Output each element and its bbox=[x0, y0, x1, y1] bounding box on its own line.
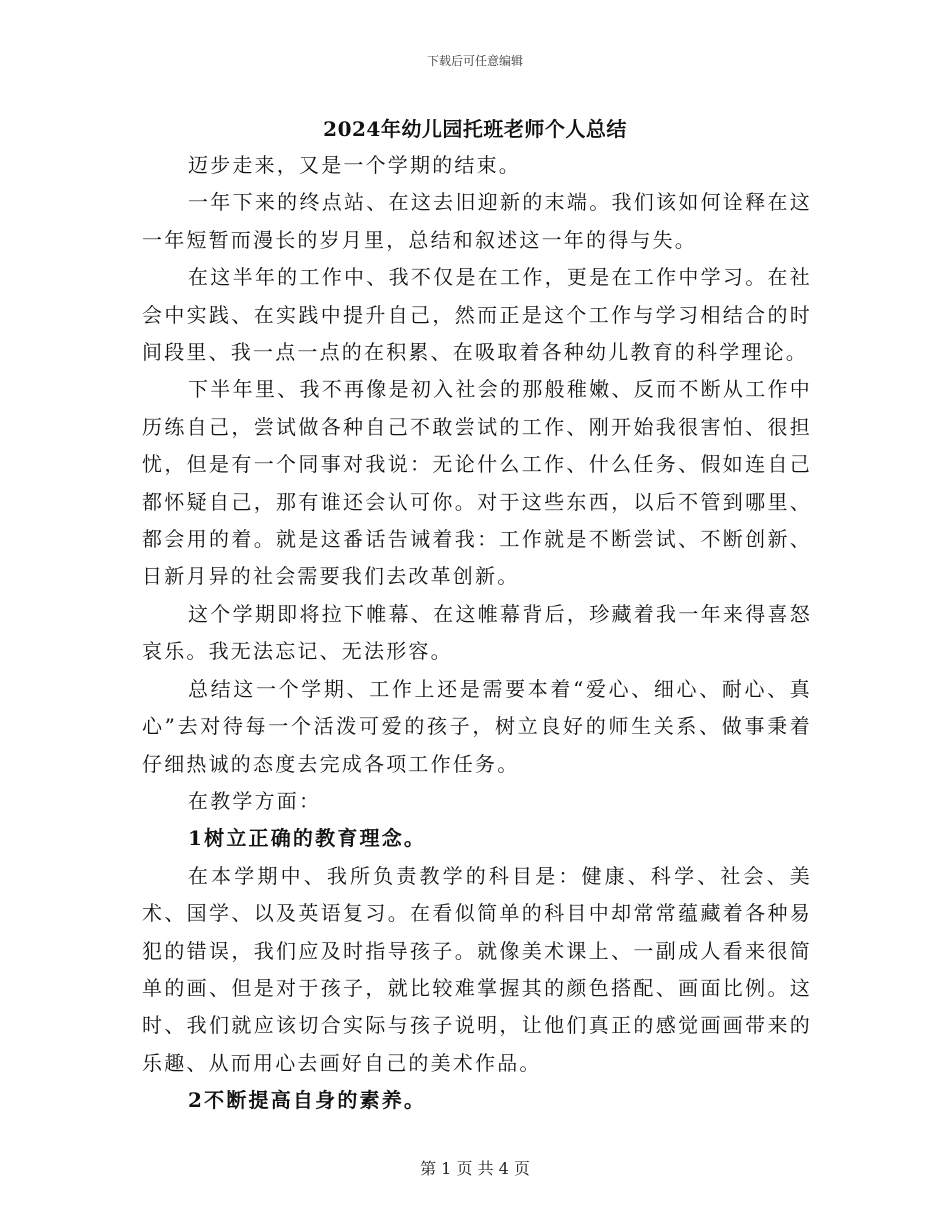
section-heading-1: 1树立正确的教育理念。 bbox=[188, 826, 427, 851]
paragraph-curtain: 这个学期即将拉下帷幕、在这帷幕背后，珍藏着我一年来得喜怒哀乐。我无法忘记、无法形容。 bbox=[142, 601, 812, 664]
document-title: 2024年幼儿园托班老师个人总结 bbox=[323, 117, 627, 141]
section-heading-2: 2不断提高自身的素养。 bbox=[188, 1088, 427, 1113]
document-body bbox=[142, 147, 812, 1120]
paragraph-second-half: 下半年里、我不再像是初入社会的那般稚嫩、反而不断从工作中历练自己，尝试做各种自己不敢尝试的工作、刚开始我很害怕、很担忧，但是有一个同事对我说：无论什么工作、什么任务、假如连自己都怀疑自己，那有谁还会认可你。对于这些东西，以后不管到哪里、都会用的着。就是这番话告诫着我：工作就是不断尝试、不断创新、日新月异的社会需要我们去改革创新。 bbox=[142, 377, 812, 589]
paragraph-year-end: 一年下来的终点站、在这去旧迎新的末端。我们该如何诠释在这一年短暂而漫长的岁月里，总结和叙述这一年的得与失。 bbox=[142, 190, 812, 252]
paragraph-half-year-work: 在这半年的工作中、我不仅是在工作，更是在工作中学习。在社会中实践、在实践中提升自己，然而正是这个工作与学习相结合的时间段里、我一点一点的在积累、在吸取着各种幼儿教育的科学理论。 bbox=[142, 265, 812, 365]
paragraph-teaching-aspect: 在教学方面： bbox=[188, 788, 322, 813]
paragraph-summary: 总结这一个学期、工作上还是需要本着“爱心、细心、耐心、真心”去对待每一个活泼可爱的孩子，树立良好的师生关系、做事秉着仔细热诚的态度去完成各项工作任务。 bbox=[142, 676, 812, 776]
page-number: 第 1 页 共 4 页 bbox=[420, 1159, 530, 1178]
paragraph-subjects: 在本学期中、我所负责教学的科目是：健康、科学、社会、美术、国学、以及英语复习。在看似简单的科目中却常常蕴藏着各种易犯的错误，我们应及时指导孩子。就像美术课上、一副成人看来很简单的画、但是对于孩子，就比较难掌握其的颜色搭配、画面比例。这时、我们就应该切合实际与孩子说明，让他们真正的感觉画画带来的乐趣、从而用心去画好自己的美术作品。 bbox=[142, 863, 812, 1075]
header-note: 下载后可任意编辑 bbox=[426, 54, 523, 68]
paragraph-intro: 迈步走来，又是一个学期的结束。 bbox=[188, 153, 521, 177]
